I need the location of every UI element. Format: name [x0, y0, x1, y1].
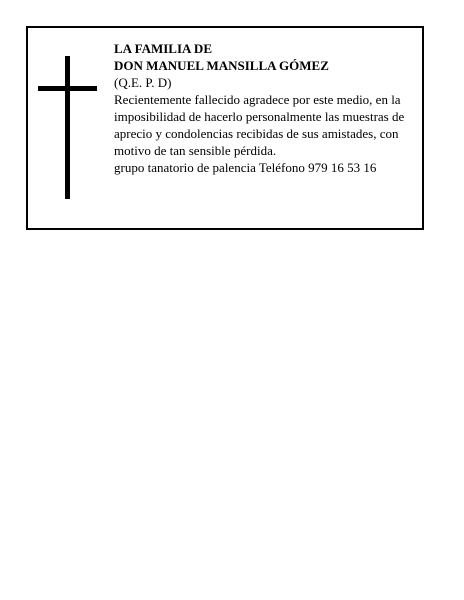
qepd-line: (Q.E. P. D) [114, 75, 172, 90]
family-line: LA FAMILIA DE [114, 41, 212, 56]
cross-icon [38, 56, 98, 202]
obituary-notice [26, 26, 424, 230]
cross-horizontal-bar [38, 86, 97, 91]
funeral-home-contact: grupo tanatorio de palencia Teléfono 979 16 53 16 [114, 160, 377, 175]
notice-text-block [114, 40, 420, 176]
cross-vertical-bar [65, 56, 70, 199]
deceased-name: DON MANUEL MANSILLA GÓMEZ [114, 58, 329, 73]
thanks-message: Recientemente fallecido agradece por este medio, en la imposibilidad de hacerlo personalmente las muestras de aprecio y condolencias recibidas de sus amistades, con motivo de tan sensible pérdida. [114, 92, 405, 158]
